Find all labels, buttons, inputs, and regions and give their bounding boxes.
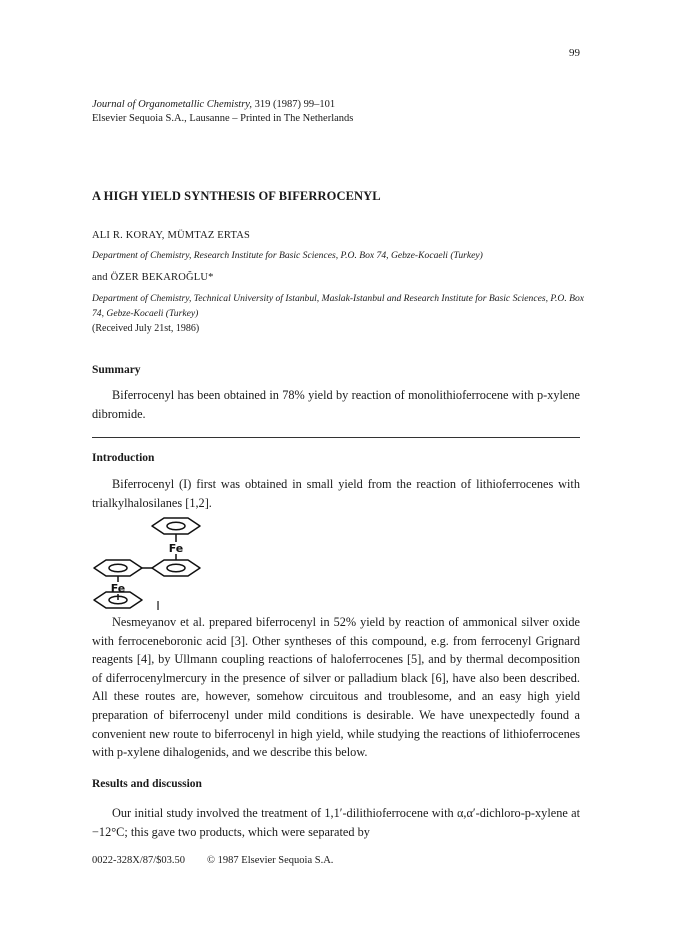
page-number: 99 (569, 47, 580, 59)
fe-label-lower: Fe (110, 582, 126, 595)
cp-ring-top-lower (94, 560, 142, 576)
paper-title: A HIGH YIELD SYNTHESIS OF BIFERROCENYL (92, 189, 381, 203)
affiliation-primary: Department of Chemistry, Research Institute for Basic Sciences, P.O. Box 74, Gebze-Kocaeli (Turkey) (92, 250, 483, 261)
section-divider (92, 437, 580, 438)
authors-primary: ALI R. KORAY, MÜMTAZ ERTAS (92, 230, 251, 241)
results-paragraph: Our initial study involved the treatment of 1,1′-dilithioferrocene with α,α′-dichloro-p-xylene at −12°C; this gave two products, which were separated by (92, 806, 580, 839)
received-date: (Received July 21st, 1986) (92, 323, 200, 334)
journal-citation (92, 98, 353, 112)
journal-volume: 319 (1987) 99–101 (252, 99, 336, 110)
cp-ring-top-upper (152, 518, 200, 534)
introduction-heading: Introduction (92, 452, 155, 464)
biferrocenyl-structure (92, 510, 252, 612)
summary-text: Biferrocenyl has been obtained in 78% yield by reaction of monolithioferrocene with p-xylene dibromide. (92, 388, 580, 421)
authors-secondary: and ÖZER BEKAROĞLU* (92, 272, 214, 283)
journal-publisher: Elsevier Sequoia S.A., Lausanne – Printed in The Netherlands (92, 113, 354, 124)
journal-name: Journal of Organometallic Chemistry, (92, 99, 253, 110)
footer (92, 855, 333, 866)
journal-header (92, 98, 353, 126)
cp-ring-inner (167, 564, 185, 572)
summary-heading: Summary (92, 364, 141, 376)
intro-paragraph-1: Biferrocenyl (I) first was obtained in small yield from the reaction of lithioferrocenes with trialkylhalosilanes [1,2]. (92, 477, 580, 510)
results-heading: Results and discussion (92, 778, 202, 790)
cp-ring-inner (109, 564, 127, 572)
cp-ring-bottom-upper (152, 560, 200, 576)
footer-code: 0022-328X/87/$03.50 (92, 855, 186, 866)
fe-label-upper: Fe (168, 542, 184, 555)
affiliation-secondary: Department of Chemistry, Technical University of Istanbul, Maslak-Istanbul and Research Institute for Basic Sciences, P.O. Box 74, Gebze-Kocaeli (Turkey) (92, 293, 585, 319)
footer-copyright: © 1987 Elsevier Sequoia S.A. (207, 855, 334, 866)
compound-label: I (156, 599, 160, 612)
intro-paragraph-2: Nesmeyanov et al. prepared biferrocenyl in 52% yield by reaction of ammonical silver oxide with ferroceneboronic acid [3]. Other syntheses of this compound, e.g. from ferrocenyl Grignard reagents [4], by Ullmann coupling reactions of haloferrocenes [5], and by thermal decomposition of diferrocenylmercury in the presence of silver or palladium black [6], have also been described. All these routes are, however, somehow circuitous and troublesome, and an easy high yield preparation of biferrocenyl under mild conditions is desirable. We have unexpectedly found a convenient new route to biferrocenyl in high yield, while studying the reactions of lithioferrocenes with p-xylene dihalogenids, and we describe this below. (92, 615, 580, 760)
cp-ring-inner (167, 522, 185, 530)
